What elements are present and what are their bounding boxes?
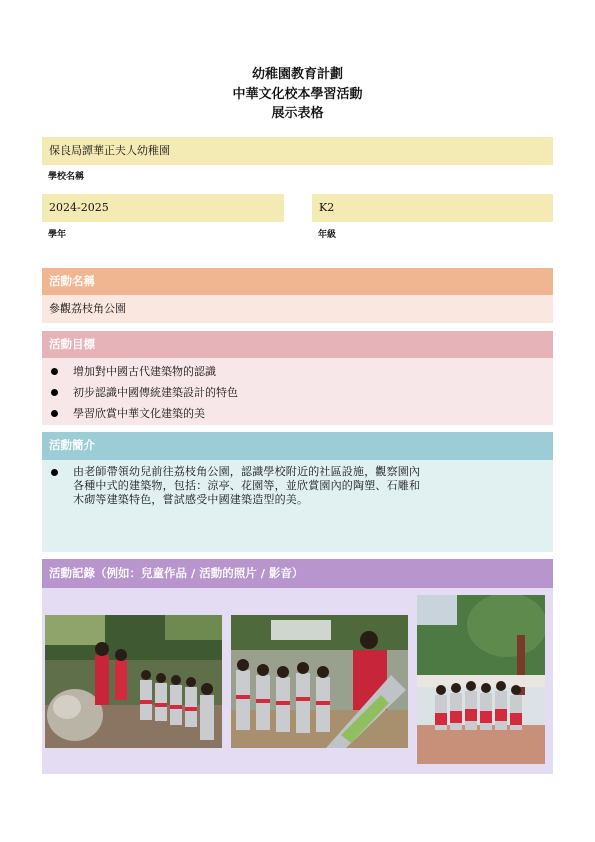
introduction-line: 由老師帶領幼兒前往荔枝角公園，認識學校附近的社區設施，觀察園內 <box>73 465 421 478</box>
activity-name-field[interactable] <box>42 295 553 323</box>
bullet-icon <box>51 389 58 396</box>
objective-item <box>42 403 553 424</box>
document-title-line-3: 展示表格 <box>271 106 324 121</box>
school-year-label: 學年 <box>48 230 67 240</box>
objective-text: 學習欣賞中華文化建築的美 <box>73 407 205 420</box>
objective-item <box>42 382 553 403</box>
school-year-field[interactable]: 2024-2025 <box>42 194 284 222</box>
bullet-icon <box>51 368 58 375</box>
activity-photo-1[interactable] <box>45 615 222 748</box>
records-header: 活動記錄（例如：兒童作品 / 活動的照片 / 影音） <box>42 559 553 588</box>
activity-photo-3-image <box>417 595 545 764</box>
activity-photo-2-image <box>231 615 408 748</box>
introduction-box[interactable] <box>42 460 553 552</box>
objective-text: 增加對中國古代建築物的認識 <box>73 365 216 378</box>
activity-name-value: 參觀荔枝角公園 <box>49 302 126 315</box>
introduction-line: 各種中式的建築物，包括：涼亭、花園等，並欣賞園內的陶塑、石雕和 <box>73 479 421 492</box>
introduction-text <box>73 465 548 507</box>
activity-photo-1-image <box>45 615 222 748</box>
records-box <box>42 588 553 774</box>
objectives-list <box>42 361 553 424</box>
bullet-icon <box>51 410 58 417</box>
school-name-field[interactable]: 保良局譚華正夫人幼稚園 <box>42 137 553 165</box>
grade-field[interactable]: K2 <box>312 194 553 222</box>
activity-name-header: 活動名稱 <box>42 268 553 295</box>
objective-item <box>42 361 553 382</box>
introduction-header: 活動簡介 <box>42 432 553 460</box>
objectives-box[interactable] <box>42 358 553 425</box>
document-title-line-1: 幼稚園教育計劃 <box>251 67 343 82</box>
grade-label: 年級 <box>318 230 337 240</box>
introduction-line: 木砌等建築特色，嘗試感受中國建築造型的美。 <box>73 493 309 506</box>
activity-photo-3[interactable] <box>417 595 545 764</box>
school-name-label: 學校名稱 <box>48 172 85 182</box>
activity-photo-2[interactable] <box>231 615 408 748</box>
bullet-icon <box>51 469 58 476</box>
objective-text: 初步認識中國傳統建築設計的特色 <box>73 386 238 399</box>
document-title-line-2: 中華文化校本學習活動 <box>232 87 363 102</box>
objectives-header: 活動目標 <box>42 331 553 358</box>
